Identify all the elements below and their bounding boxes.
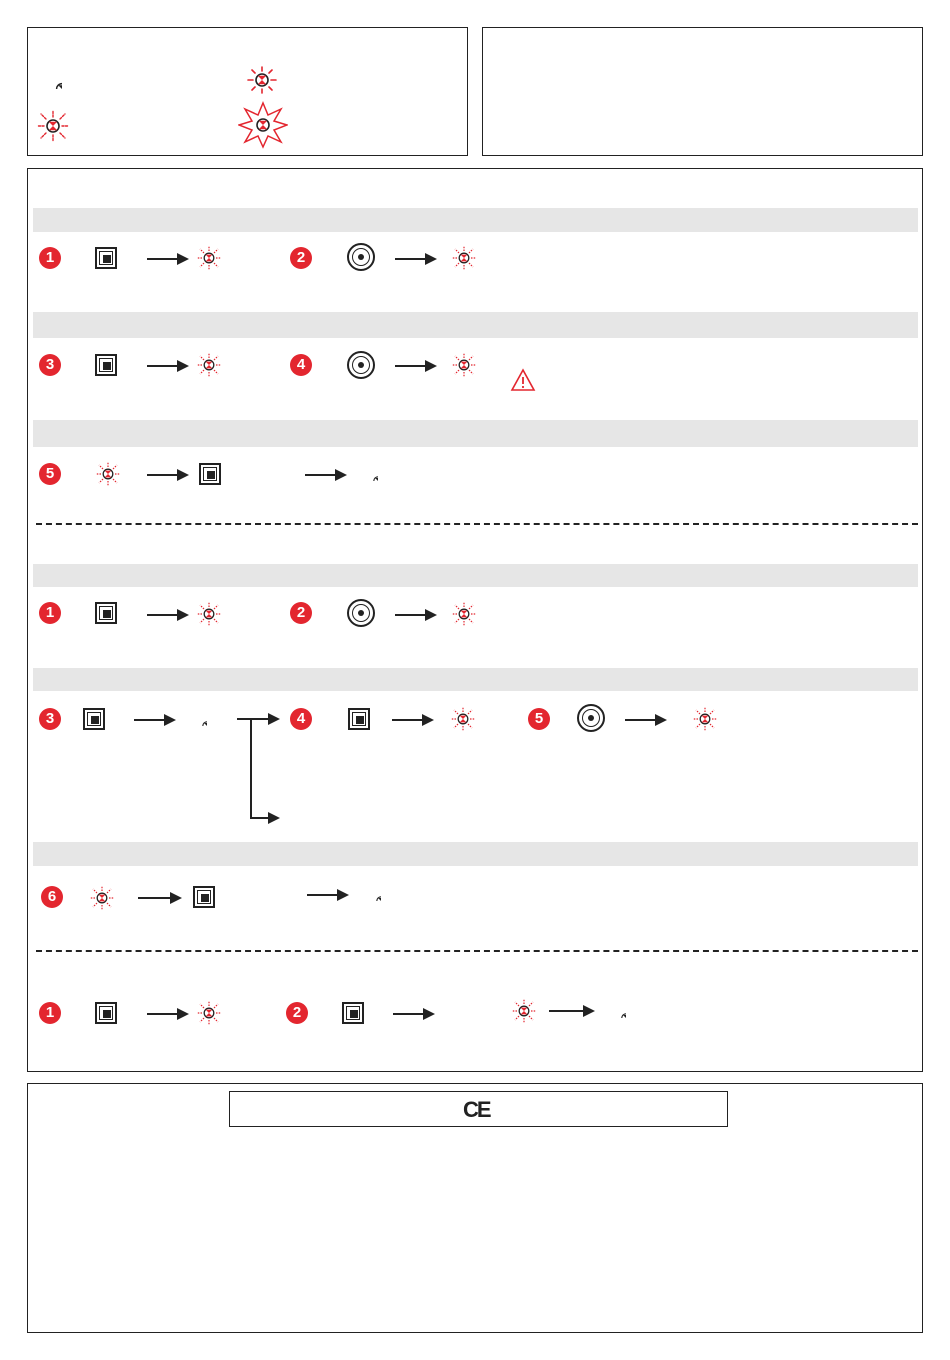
led-blink-fast-icon: [95, 462, 121, 486]
square-button-icon: [95, 1002, 117, 1024]
led-blink-slow-icon: [245, 65, 279, 95]
arrow-right-icon: [134, 719, 174, 721]
ce-mark: CE: [463, 1097, 490, 1122]
step-badge: 1: [39, 247, 61, 269]
square-button-icon: [83, 708, 105, 730]
arrow-right-icon: [147, 365, 187, 367]
led-blink-fast-icon: [196, 1001, 222, 1025]
section-header-band: [33, 208, 918, 232]
square-button-icon: [199, 463, 221, 485]
info-panel: [482, 27, 923, 156]
arrow-right-icon: [393, 1013, 433, 1015]
step-badge: 1: [39, 1002, 61, 1024]
warning-triangle-icon: [510, 368, 536, 392]
step-badge: 6: [41, 886, 63, 908]
step-badge: 3: [39, 354, 61, 376]
arrow-right-icon: [147, 258, 187, 260]
arrow-right-icon: [395, 614, 435, 616]
square-button-icon: [95, 602, 117, 624]
arrow-right-icon: [250, 718, 278, 720]
arrow-right-icon: [147, 474, 187, 476]
square-button-icon: [348, 708, 370, 730]
led-blink-fast-icon: [451, 602, 477, 626]
arrow-right-icon: [625, 719, 665, 721]
led-blink-fast-icon: [36, 110, 70, 142]
arrow-right-icon: [395, 365, 435, 367]
step-badge: 2: [290, 602, 312, 624]
arrow-right-icon: [138, 897, 180, 899]
led-flash-icon: [238, 101, 288, 149]
step-badge: 2: [286, 1002, 308, 1024]
round-button-icon: [347, 243, 375, 271]
arrow-right-icon: [549, 1010, 593, 1012]
section-header-band: [33, 420, 918, 447]
branch-connector: [237, 718, 251, 720]
led-blink-fast-icon: [89, 886, 115, 910]
section-divider: [36, 950, 918, 952]
section-header-band: [33, 312, 918, 338]
arrow-right-icon: [305, 474, 345, 476]
arrow-right-icon: [395, 258, 435, 260]
step-badge: 3: [39, 708, 61, 730]
round-button-icon: [577, 704, 605, 732]
round-button-icon: [347, 599, 375, 627]
led-blink-fast-icon: [692, 707, 718, 731]
section-header-band: [33, 842, 918, 866]
square-button-icon: [193, 886, 215, 908]
led-off-icon: [612, 1004, 626, 1018]
led-blink-fast-icon: [196, 246, 222, 270]
step-badge: 4: [290, 354, 312, 376]
section-header-band: [33, 668, 918, 691]
led-off-icon: [44, 71, 62, 89]
arrow-right-icon: [147, 1013, 187, 1015]
led-off-icon: [193, 712, 207, 726]
led-off-icon: [367, 887, 381, 901]
square-button-icon: [342, 1002, 364, 1024]
branch-connector: [250, 718, 252, 818]
led-blink-fast-icon: [451, 246, 477, 270]
step-badge: 2: [290, 247, 312, 269]
led-blink-fast-icon: [450, 707, 476, 731]
arrow-right-icon: [307, 894, 347, 896]
round-button-icon: [347, 351, 375, 379]
section-header-band: [33, 564, 918, 587]
step-badge: 4: [290, 708, 312, 730]
section-divider: [36, 523, 918, 525]
led-blink-fast-icon: [196, 602, 222, 626]
led-blink-fast-icon: [196, 353, 222, 377]
square-button-icon: [95, 247, 117, 269]
step-badge: 1: [39, 602, 61, 624]
arrow-right-icon: [147, 614, 187, 616]
legend-panel: [27, 27, 468, 156]
arrow-right-icon: [250, 817, 278, 819]
led-off-icon: [364, 467, 378, 481]
step-badge: 5: [39, 463, 61, 485]
arrow-right-icon: [392, 719, 432, 721]
square-button-icon: [95, 354, 117, 376]
step-badge: 5: [528, 708, 550, 730]
led-blink-fast-icon: [511, 999, 537, 1023]
led-blink-fast-icon: [451, 353, 477, 377]
